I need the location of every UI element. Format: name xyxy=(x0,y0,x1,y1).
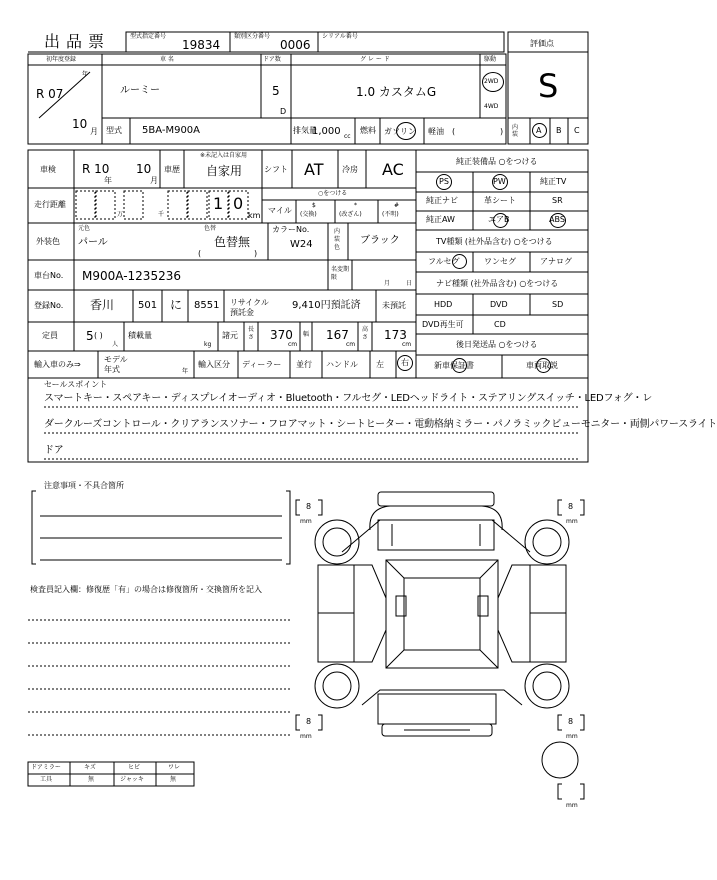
sales-line-2: ダークルーズコントロール・クリアランスソナー・フロアマット・シートヒーター・電動格納ミラー・パノラミックビューモニター・両側パワースライト xyxy=(44,419,717,430)
inspection-year: R 10 xyxy=(82,162,110,176)
mileage-dollar: $ xyxy=(312,202,316,209)
reg-class: 501 xyxy=(138,300,158,311)
option-ps: PS xyxy=(439,177,449,186)
orig-color-label: 元色 xyxy=(78,225,91,232)
handle-left: 左 xyxy=(376,360,384,369)
navi-hdd: HDD xyxy=(434,300,453,309)
later-warranty: 新車保証書 xyxy=(434,361,474,370)
grade: 1.0 カスタムG xyxy=(356,85,437,99)
chassis-label: 車台No. xyxy=(34,271,64,280)
inspection-month: 10 xyxy=(136,162,152,176)
name-change-day: 日 xyxy=(406,280,413,287)
width-label: 幅 xyxy=(303,331,310,338)
tire-front-right-unit: mm xyxy=(566,518,578,525)
color-label: 外装色 xyxy=(36,237,60,246)
length: 370 xyxy=(270,328,293,342)
legend-crack: ヒビ xyxy=(128,764,141,771)
capacity-label: 定員 xyxy=(42,331,58,340)
interior-b: B xyxy=(556,126,562,135)
category: 0006 xyxy=(280,38,311,52)
length-cm: cm xyxy=(288,341,298,348)
ac: AC xyxy=(382,160,404,179)
fuel-label: 燃料 xyxy=(360,126,376,135)
mileage-mile: マイル xyxy=(268,206,292,215)
reg-area: 香川 xyxy=(90,298,115,312)
tire-front-right: 8 xyxy=(568,502,574,511)
mileage-sen: 千 xyxy=(158,211,165,218)
displacement-label: 排気量 xyxy=(293,126,317,135)
mileage-hash: # xyxy=(394,202,400,209)
option-genuine-tv: 純正TV xyxy=(540,177,567,186)
score-value: S xyxy=(538,67,559,105)
option-genuine-aw: 純正AW xyxy=(426,215,455,224)
model-year-unit: 年 xyxy=(182,368,189,375)
model-label: 型式 xyxy=(106,126,122,135)
interior-c: C xyxy=(574,126,580,135)
km-unit: km xyxy=(248,211,261,220)
inspection-year-unit: 年 xyxy=(104,176,112,185)
name-change-label: 名変期限 xyxy=(331,266,350,281)
drive-label: 駆動 xyxy=(484,56,497,63)
later-manual: 車両取説 xyxy=(526,361,558,370)
score-label: 評価点 xyxy=(530,39,554,48)
parallel: 並行 xyxy=(296,360,312,369)
page-title: 出品票 xyxy=(44,32,111,51)
navi-label: ナビ種類 (社外品含む) ○をつける xyxy=(436,279,559,288)
category-label: 類別区分番号 xyxy=(234,33,271,40)
mileage-man: 万 xyxy=(117,211,124,218)
fuel-paren-open: ( xyxy=(452,127,456,136)
chassis: M900A-1235236 xyxy=(82,269,181,283)
capacity-paren: ( ) xyxy=(94,331,103,340)
dims-label: 諸元 xyxy=(222,331,238,340)
tire-front-left-unit: mm xyxy=(300,518,312,525)
width-cm: cm xyxy=(346,341,356,348)
legend-jack: ジャッキ xyxy=(120,776,144,783)
dealer: ディーラー xyxy=(242,360,282,369)
serial-label: シリアル番号 xyxy=(322,33,358,40)
tire-spare-unit: mm xyxy=(566,802,578,809)
shift: AT xyxy=(304,160,324,179)
width: 167 xyxy=(326,328,349,342)
recycle: 9,410円預託済 xyxy=(292,300,361,311)
option-sr: SR xyxy=(552,196,563,205)
tv-fullseg: フルセグ xyxy=(428,257,460,266)
fuel-paren-close: ) xyxy=(500,127,504,136)
interior-grade-label: 内装 xyxy=(512,124,519,138)
caution-label: 注意事項・不具合箇所 xyxy=(44,481,124,490)
doors-label: ドア数 xyxy=(263,56,281,63)
length-label: 長さ xyxy=(248,326,255,341)
option-leather: 革シート xyxy=(484,196,516,205)
legend-tools-value: 無 xyxy=(88,776,95,783)
reg-num: 8551 xyxy=(194,300,220,311)
interior-color-label: 内装色 xyxy=(334,228,341,251)
drive-2wd: 2WD xyxy=(484,78,499,85)
fuel: ガソリン xyxy=(384,127,416,136)
repaint-paren-close: ) xyxy=(254,249,258,258)
navi-dvd-play: DVD再生可 xyxy=(422,320,464,329)
ac-label: 冷房 xyxy=(342,165,358,174)
navi-cd: CD xyxy=(494,320,506,329)
sales-line-3: ドア xyxy=(44,445,64,456)
first-reg-month-unit: 月 xyxy=(90,127,98,136)
mileage-exchange: (交換) xyxy=(300,211,317,218)
mileage-circle-note: ○をつける xyxy=(318,190,348,197)
drive-4wd: 4WD xyxy=(484,103,499,110)
height: 173 xyxy=(384,328,407,342)
orig-color: パール xyxy=(78,237,108,248)
option-abs: ABS xyxy=(549,215,565,224)
handle-label: ハンドル xyxy=(326,360,358,369)
first-reg-label: 初年度登録 xyxy=(46,56,77,63)
option-genuine-navi: 純正ナビ xyxy=(426,196,458,205)
first-reg-year: R 07 xyxy=(36,87,64,101)
person-unit: 人 xyxy=(112,341,119,348)
legend-scratch: キズ xyxy=(84,764,96,771)
mileage-digit-2: 0 xyxy=(233,194,244,213)
color-no: W24 xyxy=(290,239,313,250)
year-unit: 年 xyxy=(82,71,89,78)
later-label: 後日発送品 ○をつける xyxy=(456,340,538,349)
option-pw: PW xyxy=(493,177,506,186)
recycle-label: リサイクル預託金 xyxy=(230,298,269,317)
mileage-unknown: (不明) xyxy=(382,211,399,218)
mileage-star: * xyxy=(354,202,357,209)
interior-color: ブラック xyxy=(360,235,400,246)
unpaid: 未預託 xyxy=(382,301,406,310)
shift-label: シフト xyxy=(264,165,288,174)
kg-unit: kg xyxy=(204,341,212,348)
legend-door-mirror: ドアミラー xyxy=(31,764,61,771)
repaint: 色替無 xyxy=(214,235,251,249)
doors: 5 xyxy=(272,84,280,98)
car-name: ルーミー xyxy=(120,85,160,96)
model-year-label: モデル年式 xyxy=(104,355,128,374)
usage-note: ※未記入は自家用 xyxy=(200,152,248,159)
navi-dvd: DVD xyxy=(490,300,508,309)
legend-break: ワレ xyxy=(168,764,181,771)
light-oil: 軽油 xyxy=(428,127,444,136)
handle-right: 右 xyxy=(401,358,409,367)
reg-kana: に xyxy=(170,298,183,312)
inspector-label: 検査員記入欄：修復歴「有」の場合は修復箇所・交換箇所を記入 xyxy=(30,585,262,594)
option-airbag: エアB xyxy=(488,215,510,224)
load-label: 積載量 xyxy=(128,331,152,340)
type-no-label: 型式指定番号 xyxy=(130,33,167,40)
sales-label: セールスポイント xyxy=(44,380,108,389)
legend-tools: 工具 xyxy=(40,776,53,783)
name-change-month: 月 xyxy=(384,280,391,287)
height-label: 高さ xyxy=(362,326,369,341)
car-diagram xyxy=(315,492,578,778)
tire-rear-right: 8 xyxy=(568,717,574,726)
import-class-label: 輸入区分 xyxy=(198,360,230,369)
height-cm: cm xyxy=(402,341,412,348)
reg-label: 登録No. xyxy=(34,301,64,310)
door-d: D xyxy=(280,107,287,116)
tire-rear-left-unit: mm xyxy=(300,733,312,740)
usage: 自家用 xyxy=(206,164,243,178)
displacement: 1,000 xyxy=(312,126,341,137)
tv-oneseg: ワンセグ xyxy=(484,257,516,266)
model: 5BA-M900A xyxy=(142,125,201,136)
mileage-digit-1: 1 xyxy=(213,194,224,213)
tv-analog: アナログ xyxy=(540,257,572,266)
capacity: 5 xyxy=(86,329,94,343)
inspection-month-unit: 月 xyxy=(150,176,158,185)
inspection-label: 車検 xyxy=(40,165,56,174)
repaint-label: 色替 xyxy=(204,225,217,232)
repaint-paren-open: ( xyxy=(198,249,202,258)
genuine-label: 純正装備品 ○をつける xyxy=(456,157,538,166)
tire-front-left: 8 xyxy=(306,502,312,511)
cc-unit: cc xyxy=(344,133,351,140)
tire-rear-right-unit: mm xyxy=(566,733,578,740)
grade-label: グ レ ー ド xyxy=(360,56,390,63)
type-no: 19834 xyxy=(182,38,221,52)
mileage-altered: (改ざん) xyxy=(339,211,362,218)
import-label: 輸入車のみ⇒ xyxy=(34,360,81,369)
car-name-label: 車 名 xyxy=(160,56,174,63)
first-reg-month: 10 xyxy=(72,117,88,131)
interior-a: A xyxy=(536,126,542,135)
color-no-label: カラーNo. xyxy=(272,225,310,234)
legend-jack-value: 無 xyxy=(170,776,177,783)
tire-rear-left: 8 xyxy=(306,717,312,726)
usage-label: 車歴 xyxy=(164,165,180,174)
mileage-label: 走行距離 xyxy=(34,200,66,209)
navi-sd: SD xyxy=(552,300,564,309)
sales-line-1: スマートキー・スペアキー・ディスプレイオーディオ・Bluetooth・フルセグ・LEDヘッドライト・ステアリングスイッチ・LEDフォグ・レ xyxy=(44,393,653,404)
tv-label: TV種類 (社外品含む) ○をつける xyxy=(436,237,553,246)
